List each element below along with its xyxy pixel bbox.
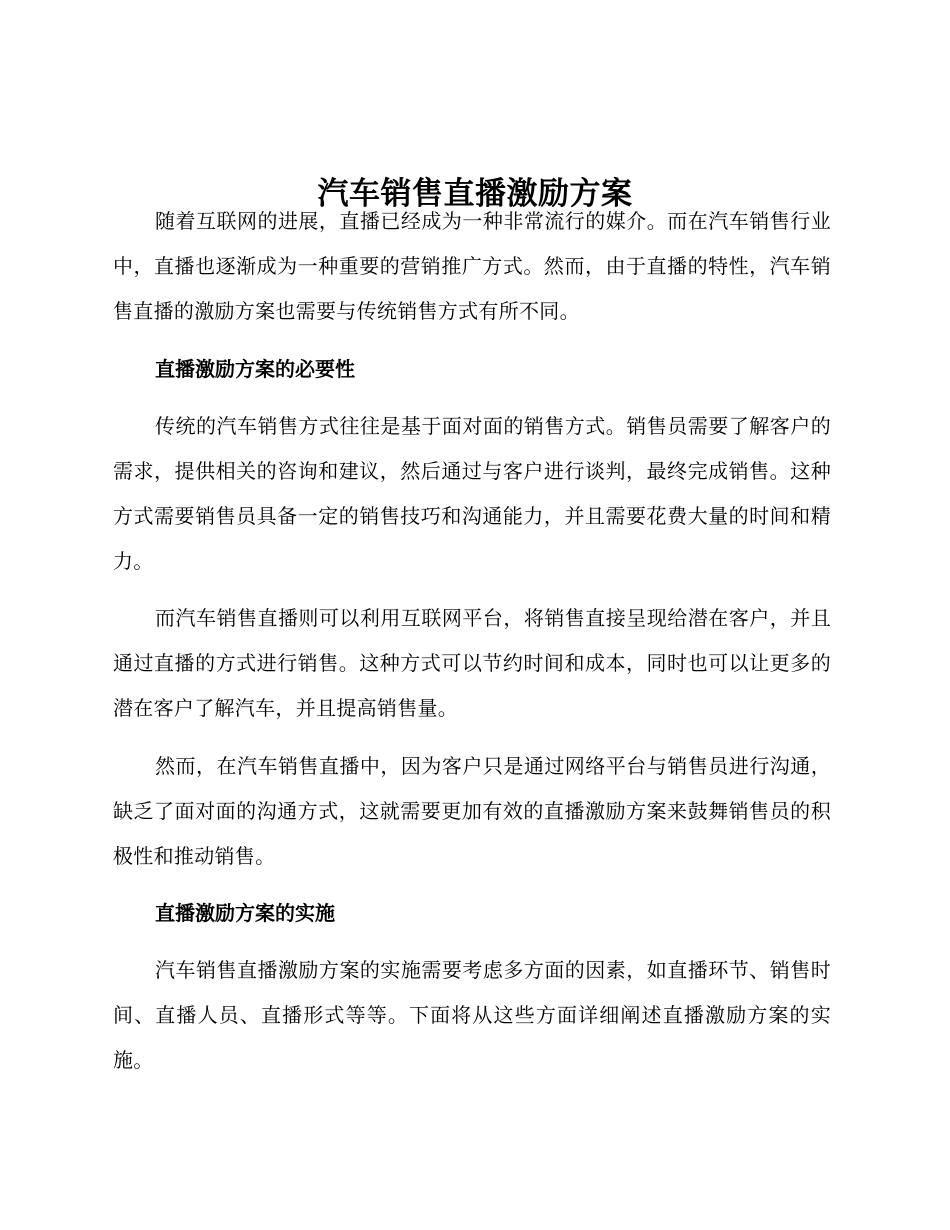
body-paragraph: 而汽车销售直播则可以利用互联网平台，将销售直接呈现给潜在客户，并且通过直播的方式进行销售。这种方式可以节约时间和成本，同时也可以让更多的潜在客户了解汽车，并且提高销售量。 — [113, 606, 831, 720]
section-heading-necessity: 直播激励方案的必要性 — [155, 357, 355, 381]
body-paragraph: 传统的汽车销售方式往往是基于面对面的销售方式。销售员需要了解客户的需求，提供相关的咨询和建议，然后通过与客户进行谈判，最终完成销售。这种方式需要销售员具备一定的销售技巧和沟通能力，并且需要花费大量的时间和精力。 — [113, 414, 831, 573]
section-heading-implementation: 直播激励方案的实施 — [155, 901, 335, 925]
document-title: 汽车销售直播激励方案 — [317, 175, 633, 212]
intro-paragraph: 随着互联网的进展，直播已经成为一种非常流行的媒介。而在汽车销售行业中，直播也逐渐成为一种重要的营销推广方式。然而，由于直播的特性，汽车销售直播的激励方案也需要与传统销售方式有所不同。 — [113, 209, 831, 323]
body-paragraph: 汽车销售直播激励方案的实施需要考虑多方面的因素，如直播环节、销售时间、直播人员、直播形式等等。下面将从这些方面详细阐述直播激励方案的实施。 — [113, 958, 831, 1072]
body-paragraph: 然而，在汽车销售直播中，因为客户只是通过网络平台与销售员进行沟通，缺乏了面对面的沟通方式，这就需要更加有效的直播激励方案来鼓舞销售员的积极性和推动销售。 — [113, 754, 831, 868]
